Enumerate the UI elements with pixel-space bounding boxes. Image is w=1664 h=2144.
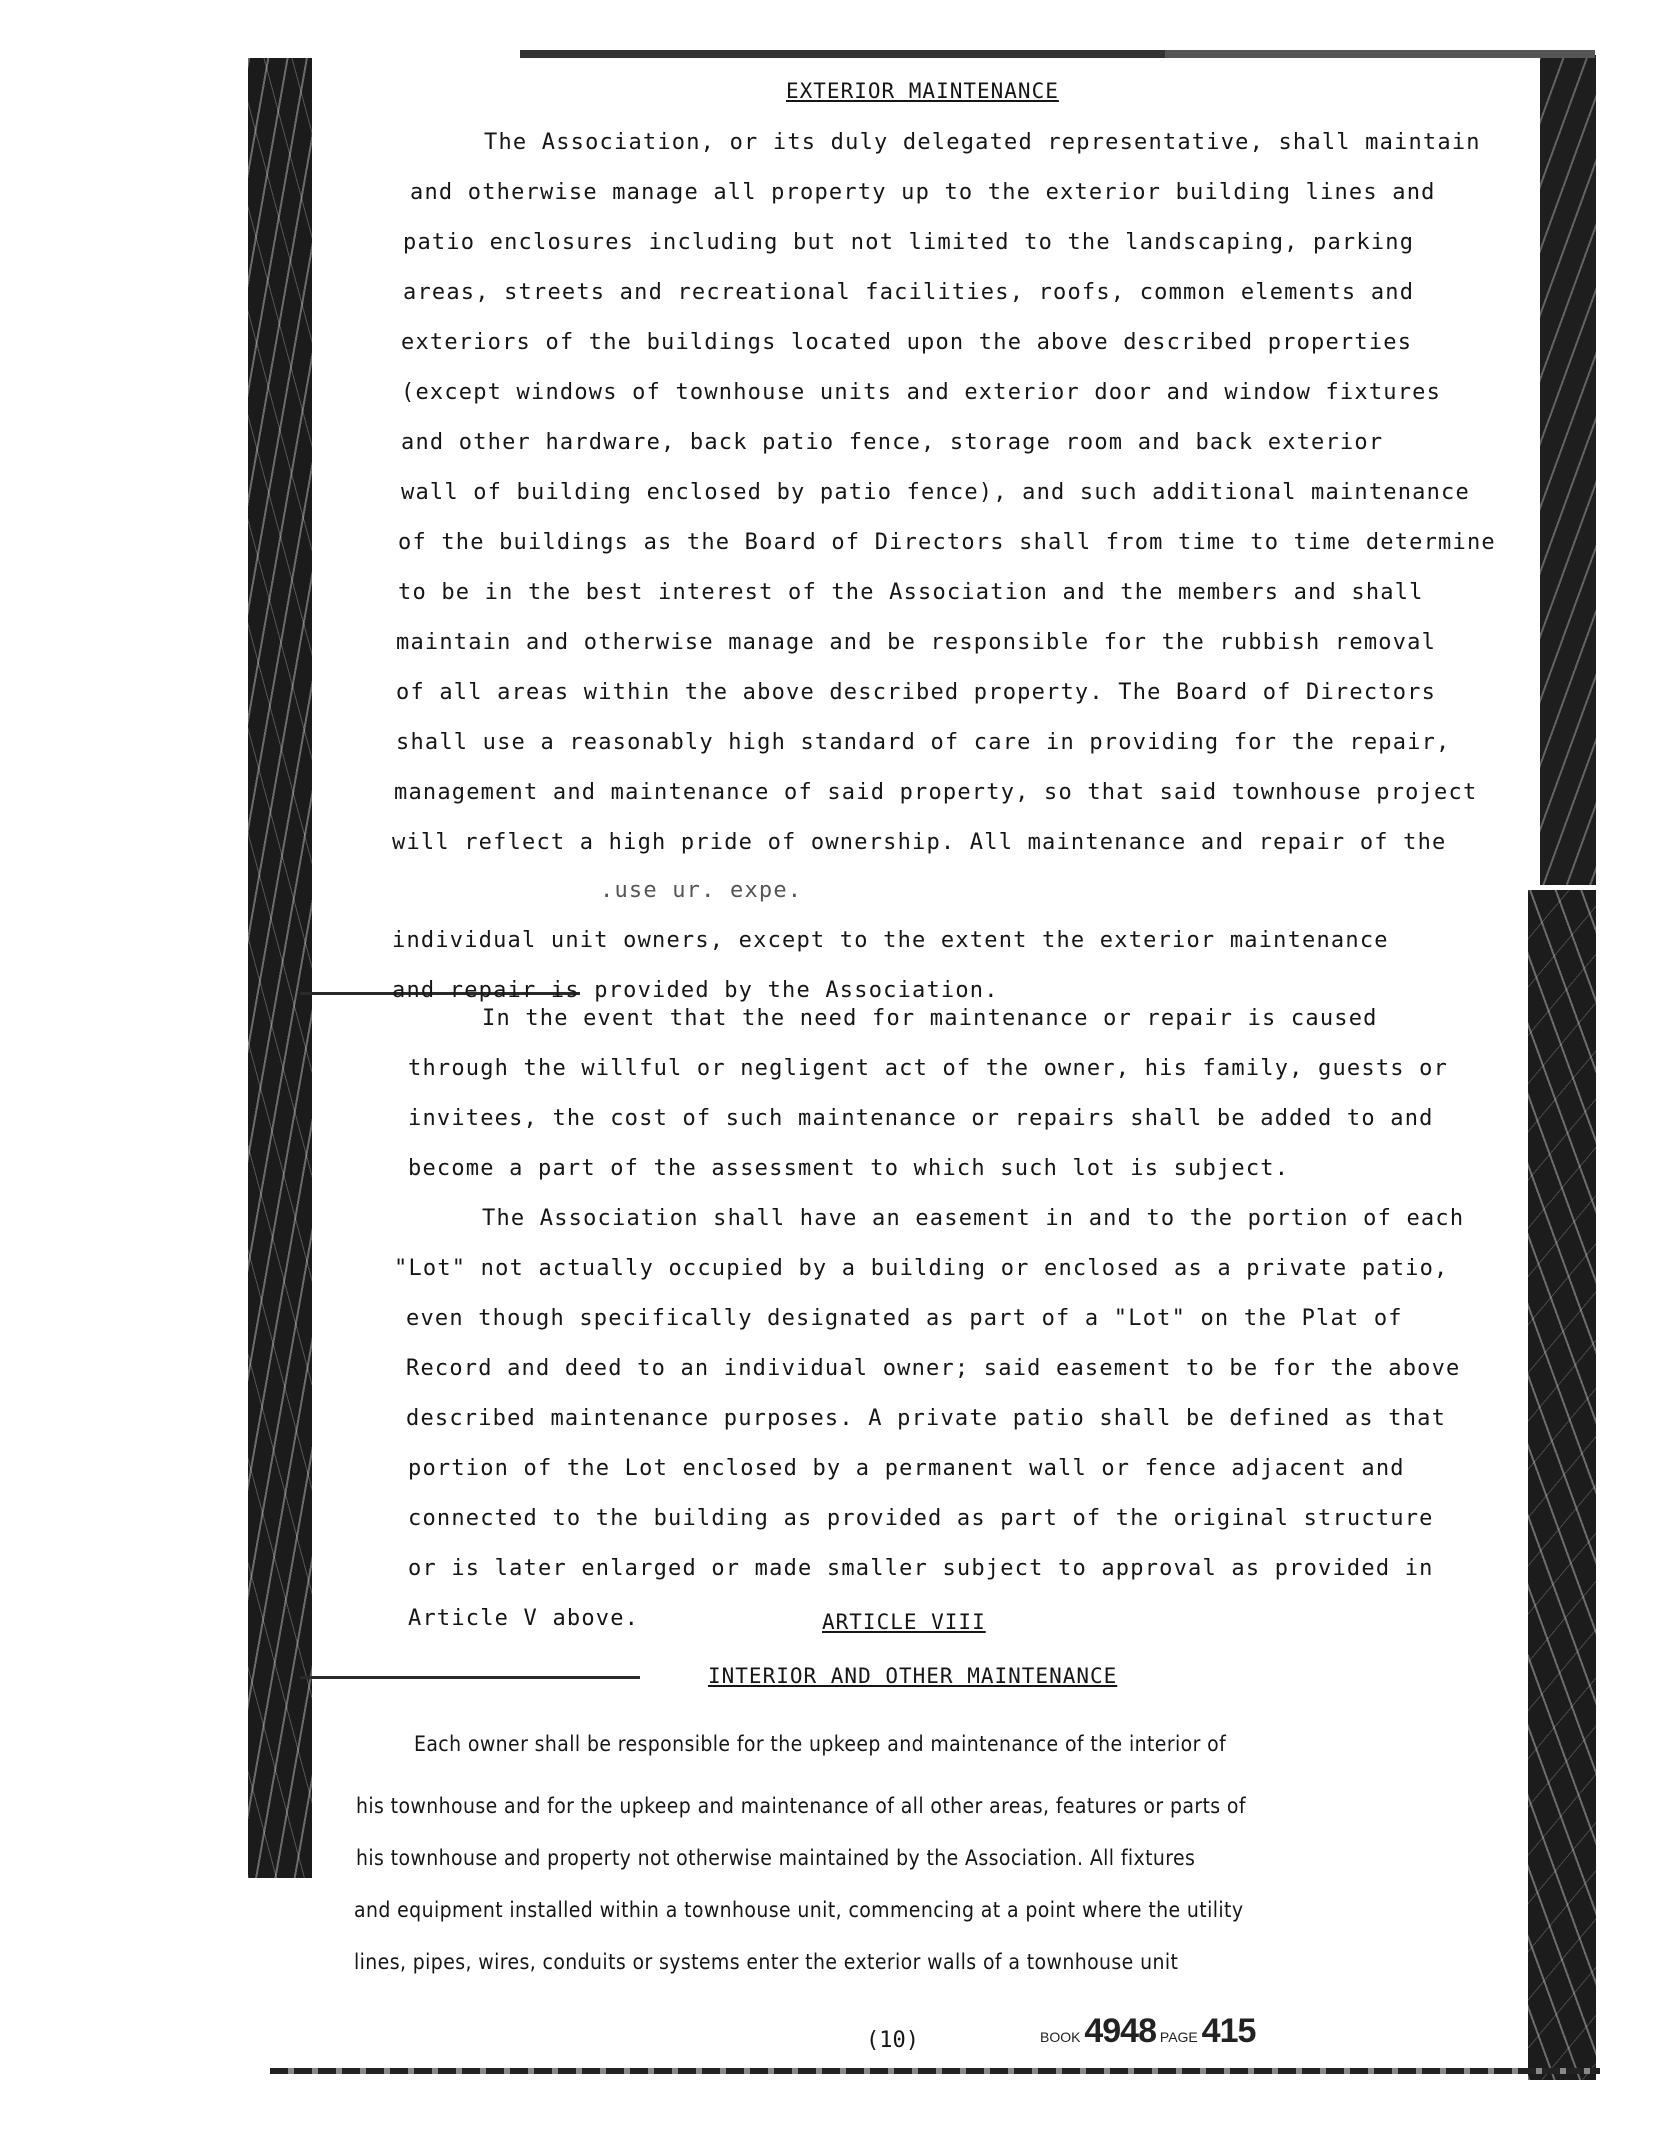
p2-line-1: In the event that the need for maintenance or repair is caused: [482, 1006, 1378, 1031]
page-value: 415: [1201, 2012, 1256, 2050]
p1-line-8: wall of building enclosed by patio fence), and such additional maintenance: [401, 480, 1470, 505]
p1-line-4: areas, streets and recreational facilities, roofs, common elements and: [403, 280, 1415, 305]
p1-line-14: management and maintenance of said property, so that said townhouse project: [394, 780, 1478, 805]
page-label: PAGE: [1159, 2029, 1198, 2045]
p1-line-13: shall use a reasonably high standard of care in providing for the repair,: [396, 730, 1451, 755]
p1-line-1: The Association, or its duly delegated representative, shall maintain: [484, 130, 1481, 155]
p3-line-7: connected to the building as provided as part of the original structure: [408, 1506, 1434, 1531]
p1-line-12: of all areas within the above described property. The Board of Directors: [396, 680, 1437, 705]
p3-line-9: Article V above.: [408, 1606, 640, 1631]
p3-line-8: or is later enlarged or made smaller subject to approval as provided in: [408, 1556, 1434, 1581]
scan-border-right-top: [1540, 55, 1596, 885]
p1-line-5: exteriors of the buildings located upon the above described properties: [401, 330, 1413, 355]
scan-top-bar: [520, 50, 1595, 58]
scan-rule-lower: [300, 1676, 640, 1679]
p1-line-15: will reflect a high pride of ownership. All maintenance and repair of the: [392, 830, 1447, 855]
book-number: 4948: [1084, 2012, 1156, 2050]
p4-line-4: and equipment installed within a townhouse unit, commencing at a point where the utility: [354, 1898, 1244, 1922]
p1-line-7: and other hardware, back patio fence, storage room and back exterior: [401, 430, 1384, 455]
book-page-stamp: [1040, 2012, 1255, 2051]
scan-border-right-bottom: [1528, 890, 1596, 2080]
p3-line-4: Record and deed to an individual owner; said easement to be for the above: [406, 1356, 1461, 1381]
p1-line-18: and repair is provided by the Association.: [392, 978, 999, 1003]
p1-line-16-faded: .use ur. expe.: [600, 878, 803, 903]
scan-border-left: [248, 58, 312, 1878]
p1-line-11: maintain and otherwise manage and be responsible for the rubbish removal: [396, 630, 1437, 655]
p1-line-10: to be in the best interest of the Association and the members and shall: [398, 580, 1424, 605]
book-label: BOOK: [1040, 2029, 1081, 2045]
p1-line-2: and otherwise manage all property up to the exterior building lines and: [410, 180, 1436, 205]
p4-line-3: his townhouse and property not otherwise maintained by the Association. All fixtures: [356, 1846, 1196, 1870]
p1-line-6: (except windows of townhouse units and exterior door and window fixtures: [401, 380, 1442, 405]
p3-line-3: even though specifically designated as part of a "Lot" on the Plat of: [406, 1306, 1403, 1331]
p4-line-1: Each owner shall be responsible for the upkeep and maintenance of the interior of: [414, 1732, 1227, 1756]
page-number: (10): [866, 2028, 919, 2053]
p1-line-9: of the buildings as the Board of Directors shall from time to time determine: [398, 530, 1496, 555]
p4-line-5: lines, pipes, wires, conduits or systems enter the exterior walls of a townhouse unit: [354, 1950, 1179, 1974]
p3-line-2: "Lot" not actually occupied by a building or enclosed as a private patio,: [394, 1256, 1449, 1281]
p2-line-2: through the willful or negligent act of the owner, his family, guests or: [408, 1056, 1449, 1081]
p1-line-17: individual unit owners, except to the extent the exterior maintenance: [392, 928, 1389, 953]
scan-bottom-bar: [270, 2068, 1600, 2074]
p3-line-5: described maintenance purposes. A private patio shall be defined as that: [406, 1406, 1447, 1431]
p3-line-1: The Association shall have an easement in and to the portion of each: [482, 1206, 1465, 1231]
article-heading: ARTICLE VIII: [822, 1610, 986, 1634]
p2-line-4: become a part of the assessment to which such lot is subject.: [408, 1156, 1290, 1181]
p1-line-3: patio enclosures including but not limited to the landscaping, parking: [403, 230, 1415, 255]
p4-line-2: his townhouse and for the upkeep and maintenance of all other areas, features or parts of: [356, 1794, 1246, 1818]
article-subheading: INTERIOR AND OTHER MAINTENANCE: [708, 1664, 1118, 1688]
section-heading: EXTERIOR MAINTENANCE: [786, 79, 1059, 103]
p2-line-3: invitees, the cost of such maintenance or repairs shall be added to and: [408, 1106, 1434, 1131]
p3-line-6: portion of the Lot enclosed by a permanent wall or fence adjacent and: [408, 1456, 1405, 1481]
